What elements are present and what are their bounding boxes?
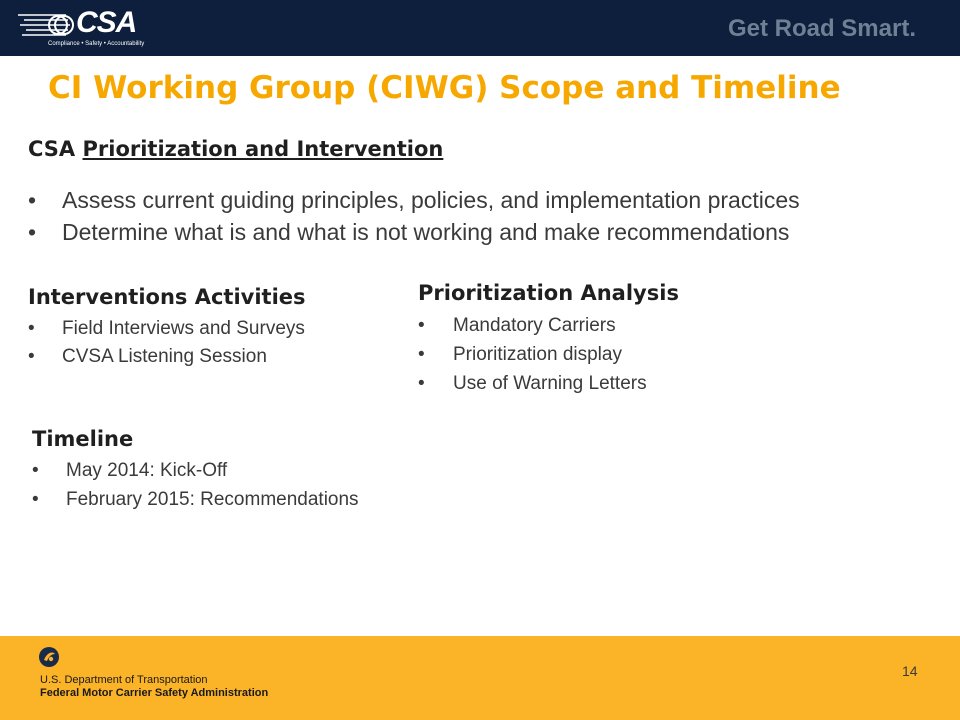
list-item-text: Field Interviews and Surveys (62, 318, 305, 339)
csa-logo (18, 6, 168, 50)
list-item (28, 315, 305, 343)
bullet-icon: • (418, 344, 425, 365)
list-item-text: May 2014: Kick-Off (66, 460, 228, 481)
bullet-icon: • (32, 460, 39, 481)
logo-text: CSA (76, 6, 137, 39)
timeline-heading: Timeline (32, 427, 134, 451)
list-item (418, 340, 647, 369)
agency-name-line1: U.S. Department of Transportation (40, 674, 208, 686)
tagline: Get Road Smart. (727, 15, 916, 42)
speed-lines-icon (18, 12, 78, 38)
list-item (418, 369, 647, 398)
header-bar (0, 0, 960, 56)
logo-subtitle: Compliance • Safety • Accountability (48, 41, 145, 47)
interventions-list (28, 315, 305, 371)
footer-bar (0, 636, 960, 720)
csa-heading-underlined: Prioritization and Intervention (82, 137, 444, 161)
bullet-icon: • (28, 346, 35, 367)
list-item-text: Prioritization display (453, 344, 622, 365)
timeline-list (32, 456, 359, 514)
list-item (28, 184, 800, 216)
list-item-text: Determine what is and what is not working and make recommendations (62, 219, 790, 245)
list-item (418, 311, 647, 340)
bullet-icon: • (418, 315, 425, 336)
list-item (28, 343, 305, 371)
bullet-icon: • (28, 187, 37, 213)
page-number: 14 (902, 663, 918, 679)
agency-name-line2: Federal Motor Carrier Safety Administration (40, 687, 269, 699)
list-item (32, 485, 359, 514)
list-item-text: February 2015: Recommendations (66, 489, 359, 510)
list-item-text: Mandatory Carriers (453, 315, 616, 336)
bullet-icon: • (28, 318, 35, 339)
list-item (32, 456, 359, 485)
slide-title: CI Working Group (CIWG) Scope and Timeline (48, 70, 841, 106)
dot-emblem-icon (38, 646, 60, 668)
bullet-icon: • (28, 219, 37, 245)
interventions-heading: Interventions Activities (28, 285, 306, 309)
bullet-icon: • (32, 489, 39, 510)
list-item-text: CVSA Listening Session (62, 346, 267, 367)
list-item-text: Assess current guiding principles, policies, and implementation practices (62, 187, 800, 213)
list-item (28, 216, 800, 248)
csa-bullet-list (28, 184, 800, 248)
bullet-icon: • (418, 373, 425, 394)
csa-prefix: CSA (28, 137, 83, 161)
prioritization-list (418, 311, 647, 398)
list-item-text: Use of Warning Letters (453, 373, 647, 394)
prioritization-heading: Prioritization Analysis (418, 281, 679, 305)
csa-section-heading (28, 134, 443, 164)
